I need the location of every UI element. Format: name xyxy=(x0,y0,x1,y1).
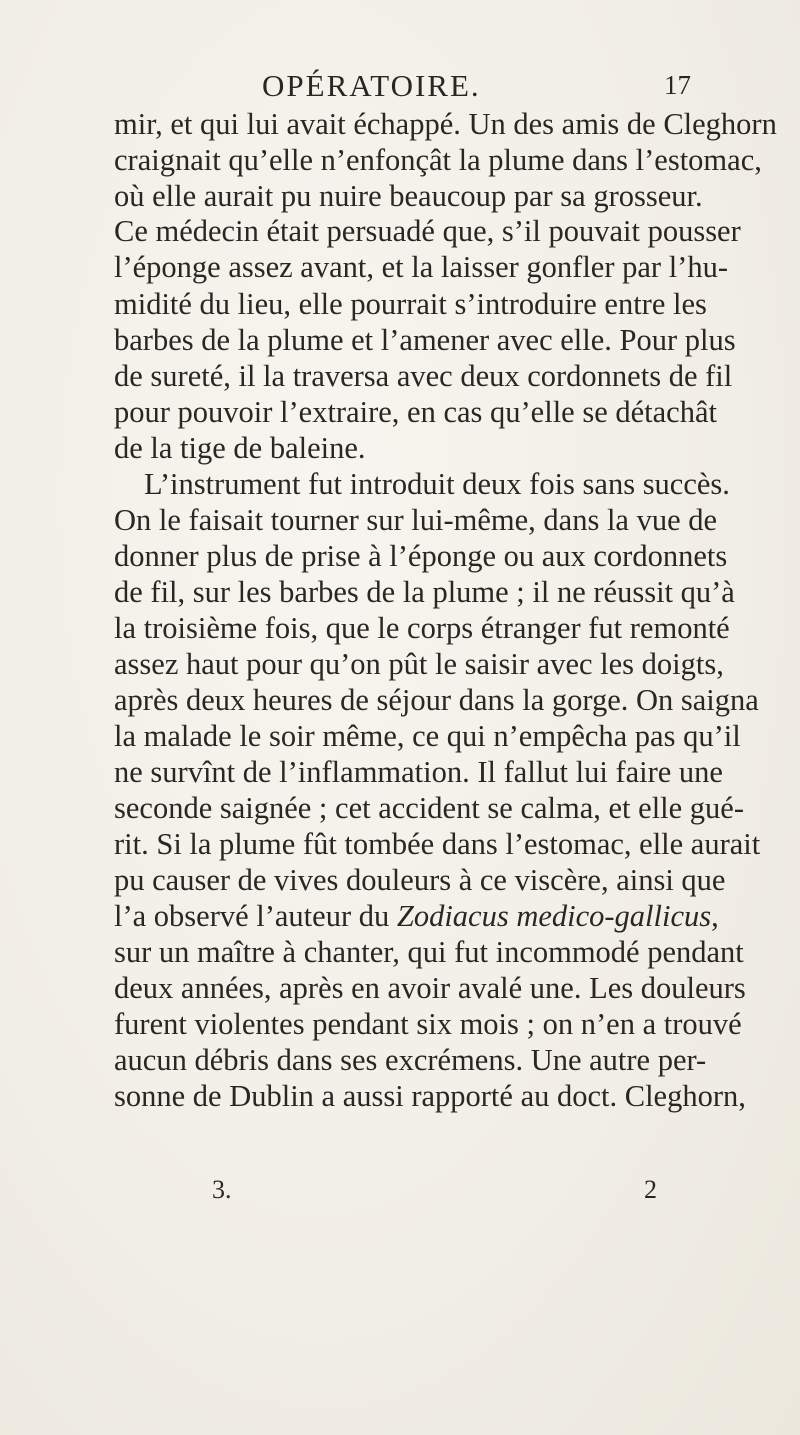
book-title-italic: Zodiacus medico-gallicus xyxy=(396,899,712,933)
signature-mark: 3. xyxy=(212,1175,232,1204)
text-line: aucun débris dans ses excrémens. Une autre per- xyxy=(114,1043,707,1077)
text-line: de fil, sur les barbes de la plume ; il ne réussit qu’à xyxy=(114,575,735,609)
text-line: la malade le soir même, ce qui n’empêcha pas qu’il xyxy=(114,719,741,753)
text-line: L’instrument fut introduit deux fois sans succès. xyxy=(144,467,730,501)
text-line: où elle aurait pu nuire beaucoup par sa grosseur. xyxy=(114,179,703,213)
text-line: pu causer de vives douleurs à ce viscère, ainsi que xyxy=(114,863,726,897)
text-line: pour pouvoir l’extraire, en cas qu’elle se détachât xyxy=(114,395,717,429)
text-line: donner plus de prise à l’éponge ou aux cordonnets xyxy=(114,539,728,573)
text-line: assez haut pour qu’on pût le saisir avec les doigts, xyxy=(114,647,724,681)
text-line: rit. Si la plume fût tombée dans l’estomac, elle aurait xyxy=(114,827,761,861)
text-line: de la tige de baleine. xyxy=(114,431,366,465)
text-line: ne survînt de l’inflammation. Il fallut lui faire une xyxy=(114,755,723,789)
page-number: 17 xyxy=(664,70,691,100)
text-line: de sureté, il la traversa avec deux cordonnets de fil xyxy=(114,359,733,393)
text-line: craignait qu’elle n’enfonçât la plume dans l’estomac, xyxy=(114,143,762,177)
signature-mark: 2 xyxy=(644,1175,657,1204)
text-line: mir, et qui lui avait échappé. Un des amis de Cleghorn xyxy=(114,107,777,141)
text-line: l’éponge assez avant, et la laisser gonfler par l’hu- xyxy=(114,250,728,284)
text-line: furent violentes pendant six mois ; on n’en a trouvé xyxy=(114,1007,742,1041)
text-line: On le faisait tourner sur lui-même, dans la vue de xyxy=(114,503,718,537)
text-line: deux années, après en avoir avalé une. Les douleurs xyxy=(114,971,746,1005)
text-line: après deux heures de séjour dans la gorge. On saigna xyxy=(114,683,759,717)
text-line: barbes de la plume et l’amener avec elle. Pour plus xyxy=(114,323,736,357)
signature-marks xyxy=(0,1175,800,1205)
text-line: l’a observé l’auteur du Zodiacus medico-gallicus, xyxy=(114,899,719,933)
text-line: Ce médecin était persuadé que, s’il pouvait pousser xyxy=(114,214,741,248)
text-line: la troisième fois, que le corps étranger fut remonté xyxy=(114,611,730,645)
text-line: midité du lieu, elle pourrait s’introduire entre les xyxy=(114,287,707,321)
text-line: sur un maître à chanter, qui fut incommodé pendant xyxy=(114,935,744,969)
running-title: OPÉRATOIRE. xyxy=(262,68,481,103)
text-line: sonne de Dublin a aussi rapporté au doct. Cleghorn, xyxy=(114,1079,746,1113)
text-line: seconde saignée ; cet accident se calma, et elle gué- xyxy=(114,791,745,825)
